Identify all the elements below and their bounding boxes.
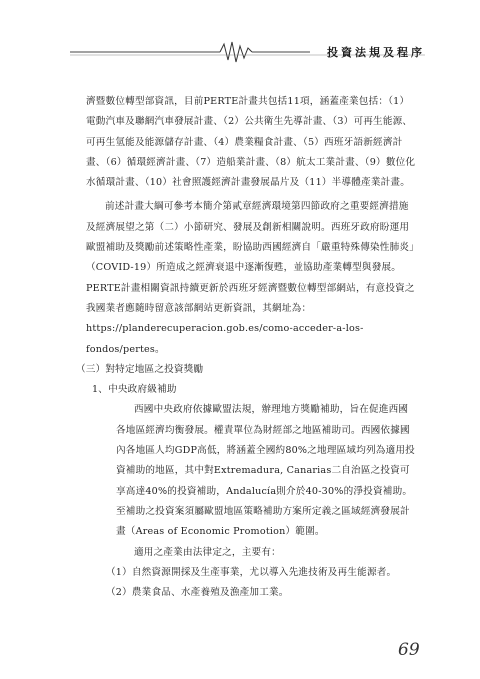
list-item-natural-resources: （1）自然資源開採及生產事業，尤以導入先進技術及再生能源者。 bbox=[106, 566, 397, 578]
body-text bbox=[76, 92, 416, 603]
subsection-heading-central-subsidy: 1、中央政府級補助 bbox=[92, 384, 177, 396]
paragraph-central-subsidy: 西國中央政府依據歐盟法規，辦理地方獎勵補助，旨在促進西國各地區經濟均衡發展。權責單位為財經部之地區補助司。西國依據國內各地區人均GDP高低，將涵蓋全國約80%之地理區域均列為適用投資補助的地區，其中對Extremadura, Canarias二自治區之投資可享高達40%的投資補助，Andalucía則介於40-30%的淨投資補助。至補助之投資案須屬歐盟地區策略補助方案所定義之區域經濟發展計畫（Areas of Economic Promotion）範圍。 bbox=[116, 404, 415, 538]
header-title: 投資法規及程序 bbox=[327, 46, 425, 59]
list-item-agri-food: （2）農業食品、水產養殖及漁產加工業。 bbox=[106, 587, 289, 599]
section-heading-regional-incentives: （三）對特定地區之投資獎勵 bbox=[76, 363, 204, 375]
running-header bbox=[70, 36, 425, 68]
paragraph-perte-info: 前述計畫大綱可參考本簡介第貳章經濟環境第四節政府之重要經濟措施及經濟展望之第（二）小節研究、發展及創新相關說明。西班牙政府盼運用歐盟補助及獎勵前述策略性產業，盼協助西國經濟自「嚴重特殊傳染性肺炎」（COVID-19）所造成之經濟衰退中逐漸復甦，並協助產業轉型與發展。PERTE計畫相關資訊持續更新於西班牙經濟暨數位轉型部網站，有意投資之我國業者應隨時留意該部網站更新資訊，其網址為：https://planderecuperacion.gob.es/como-acceder-a-los-fondos/pertes。 bbox=[86, 201, 415, 355]
page-number: 69 bbox=[398, 640, 420, 660]
paragraph-applicable-industries: 適用之產業由法律定之，主要有： bbox=[134, 546, 281, 558]
paragraph-perte-list: 濟暨數位轉型部資訊，目前PERTE計畫共包括11項，涵蓋產業包括：（1）電動汽車及聯網汽車發展計畫、（2）公共衛生先導計畫、（3）可再生能源、可再生氫能及能源儲存計畫、（4）農業糧食計畫、（5）西班牙語新經濟計畫、（6）循環經濟計畫、（7）造船業計畫、（8）航太工業計畫、（9）數位化水循環計畫、（10）社會照護經濟計畫發展晶片及（11）半導體產業計畫。 bbox=[86, 96, 416, 189]
